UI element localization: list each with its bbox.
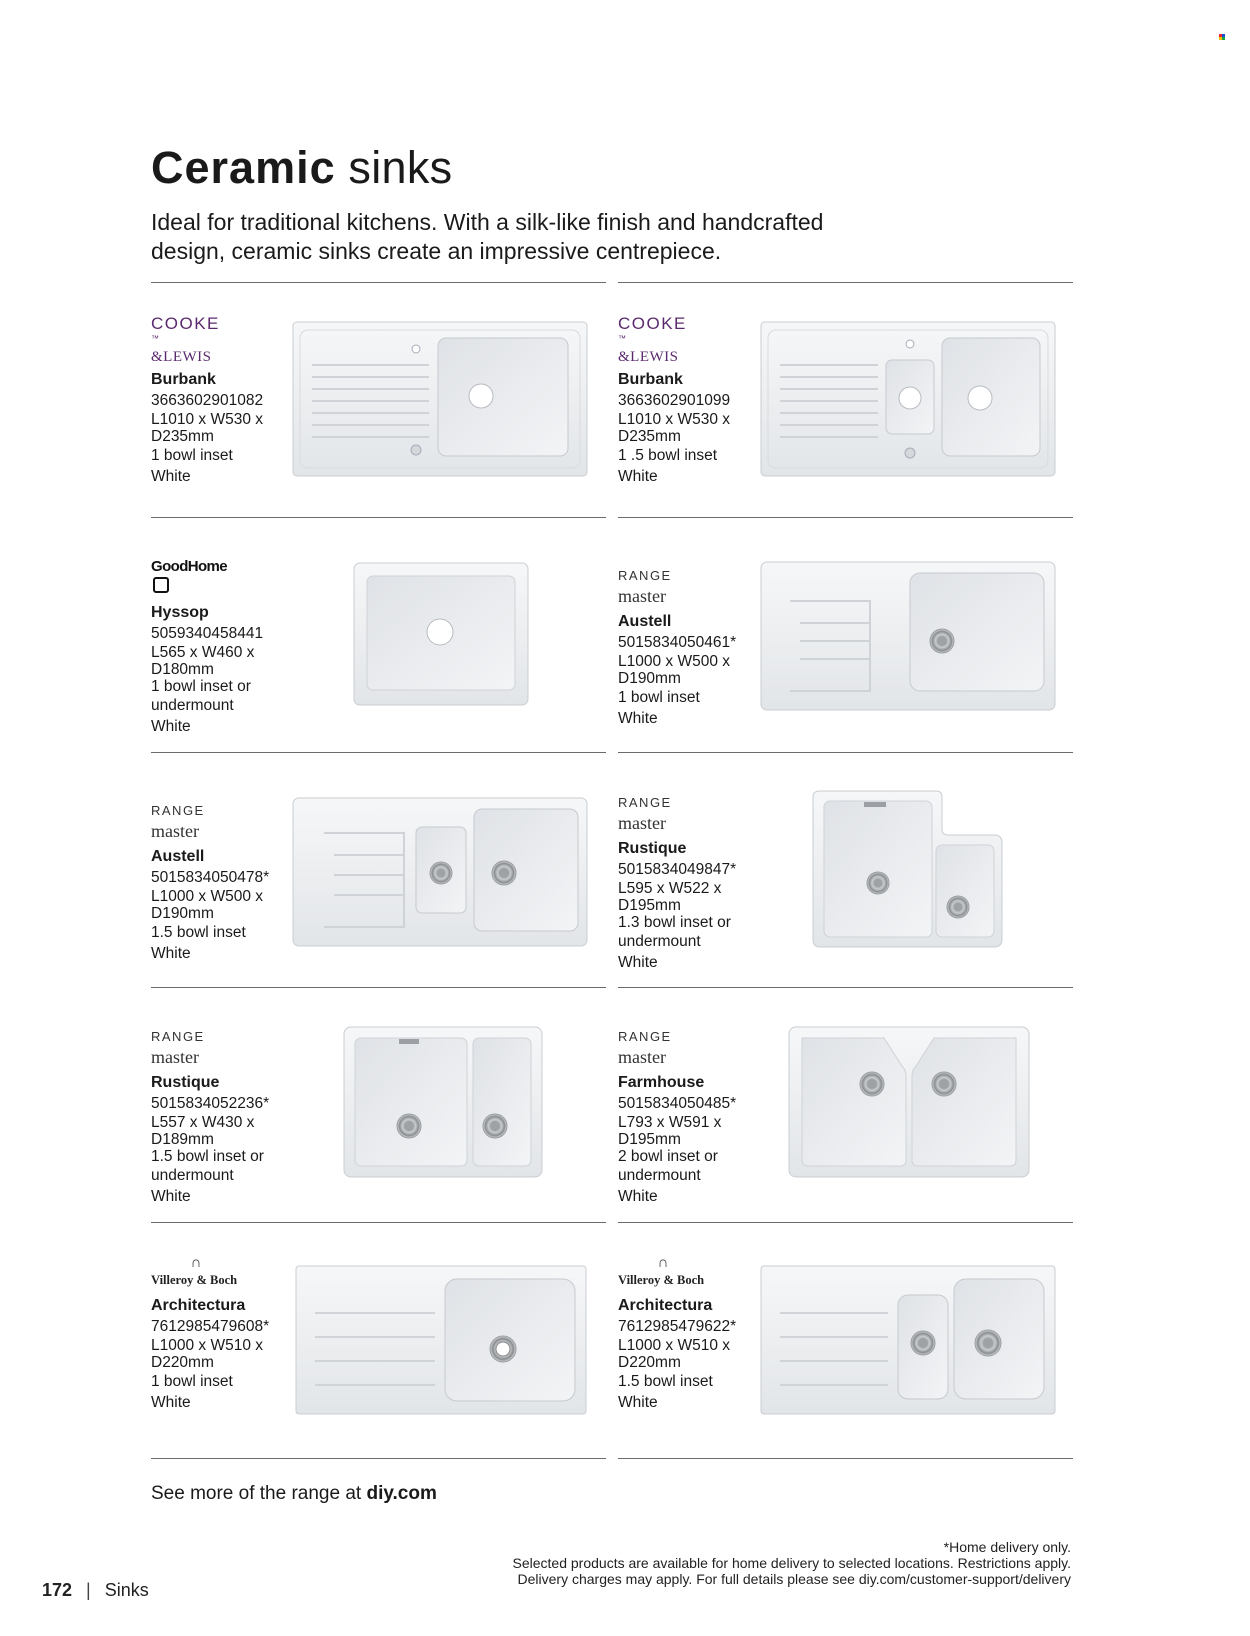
product-colour: White [151,945,191,962]
product-colour: White [151,467,191,485]
product-code: 5015834050485* [618,1095,737,1112]
product-code: 5015834052236* [151,1095,270,1112]
product-info [151,1026,301,1207]
product-dimensions: L557 x W430 x [151,1114,255,1131]
product-name: Rustique [618,840,687,857]
product-code: 5059340458441 [151,625,264,642]
sink-image [812,789,1004,949]
product-name: Architectura [618,1297,713,1314]
product-depth: D220mm [618,1354,681,1371]
product-code: 7612985479622* [618,1318,737,1335]
product-info [151,316,301,487]
brand-logo-rangemaster: RANGE master [151,1029,205,1067]
page-footer [42,1580,149,1601]
footnote-delivery-charges: Delivery charges may apply. For full details please see diy.com/customer-support/delivery [517,1571,1071,1587]
product-depth: D195mm [618,1131,681,1148]
print-registration-mark [1219,34,1226,41]
product-code: 5015834050478* [151,869,270,886]
sink-image [292,797,588,947]
product-type: 1.5 bowl inset [151,924,246,941]
product-colour: White [618,467,658,485]
sink-image [760,1265,1056,1415]
product-colour: White [618,1394,658,1411]
product-name: Austell [151,848,205,865]
product-code: 3663602901082 [151,391,264,409]
brand-logo-villeroy-boch: ∩ Villeroy & Boch [151,1256,301,1291]
product-type: 1.5 bowl inset [618,1373,713,1390]
product-dimensions: L1000 x W510 x [618,1337,731,1354]
product-dimensions: L565 x W460 x [151,644,255,661]
product-code: 5015834049847* [618,861,737,878]
product-type: 1.3 bowl inset or [618,914,731,931]
section-name: Sinks [104,1580,149,1600]
product-type-2: undermount [618,933,701,950]
brand-logo-rangemaster: RANGE master [151,803,205,841]
villeroy-boch-emblem-icon: ∩ [190,1255,202,1271]
house-icon [153,577,169,593]
product-type: 1.5 bowl inset or [151,1148,264,1165]
product-type: 1 bowl inset [151,1373,233,1390]
product-type: 1 bowl inset or [151,678,251,695]
see-more-text: See more of the range at diy.com [151,1483,437,1504]
sink-image [760,320,1056,478]
sink-image [353,562,529,706]
product-dimensions: L1000 x W510 x [151,1337,264,1354]
product-dimensions: L1000 x W500 x [151,888,264,905]
product-info [618,565,768,729]
sink-image [295,1265,587,1415]
villeroy-boch-emblem-icon: ∩ [657,1255,669,1271]
sink-image [788,1026,1030,1178]
brand-logo-rangemaster: RANGE master [618,1029,672,1067]
intro-text: Ideal for traditional kitchens. With a silk-like finish and handcrafted design, ceramic sinks create an impressive centrepiece. [151,209,824,264]
product-colour: White [151,718,191,735]
product-name: Austell [618,613,672,630]
product-depth: D180mm [151,661,214,678]
page-number: 172 [42,1580,73,1600]
product-dimensions: L793 x W591 x [618,1114,722,1131]
product-colour: White [618,954,658,971]
product-depth: D235mm [618,427,681,445]
product-info [618,1026,768,1207]
diy-link[interactable]: diy.com [366,1483,437,1504]
brand-logo-cooke-lewis: COOKE ™ &LEWIS [618,314,687,365]
product-type: 1 .5 bowl inset [618,446,718,464]
sink-image [292,320,588,478]
brand-logo-villeroy-boch: ∩ Villeroy & Boch [618,1256,768,1291]
divider [151,282,606,283]
brand-logo-rangemaster: RANGE master [618,568,672,606]
page-title: Ceramic sinks [151,142,453,193]
product-type: 1 bowl inset [618,689,700,706]
product-depth: D235mm [151,427,214,445]
footnote-home-delivery: *Home delivery only. [943,1539,1071,1555]
product-dimensions: L1010 x W530 x [151,410,264,428]
product-depth: D190mm [151,905,214,922]
product-dimensions: L595 x W522 x [618,880,722,897]
product-type: 1 bowl inset [151,446,233,464]
sink-image [760,561,1056,711]
footer-separator: | [86,1580,91,1600]
brand-logo-rangemaster: RANGE master [618,795,672,833]
product-name: Burbank [151,370,216,388]
product-info [151,1256,301,1413]
product-type-2: undermount [618,1167,701,1184]
sink-image [343,1026,543,1178]
product-type-2: undermount [151,697,234,714]
product-info [151,800,301,964]
brand-logo-cooke-lewis: COOKE ™ &LEWIS [151,314,220,365]
product-code: 7612985479608* [151,1318,270,1335]
product-name: Farmhouse [618,1074,705,1091]
product-colour: White [618,710,658,727]
product-name: Rustique [151,1074,220,1091]
product-depth: D189mm [151,1131,214,1148]
brand-logo-goodhome: GoodHome [151,556,301,598]
footnote-availability: Selected products are available for home delivery to selected locations. Restrictions apply. [512,1555,1071,1571]
product-colour: White [618,1188,658,1205]
product-type: 2 bowl inset or [618,1148,718,1165]
product-name: Architectura [151,1297,246,1314]
product-code: 3663602901099 [618,391,731,409]
divider [618,282,1073,283]
product-dimensions: L1000 x W500 x [618,653,731,670]
product-depth: D220mm [151,1354,214,1371]
product-type-2: undermount [151,1167,234,1184]
product-depth: D195mm [618,897,681,914]
product-code: 5015834050461* [618,634,737,651]
product-depth: D190mm [618,670,681,687]
product-info [618,792,768,973]
product-name: Hyssop [151,604,209,621]
product-colour: White [151,1188,191,1205]
footnotes [513,1539,1071,1587]
product-dimensions: L1010 x W530 x [618,410,731,428]
product-info [618,316,768,487]
product-info [151,556,301,737]
product-colour: White [151,1394,191,1411]
product-name: Burbank [618,370,683,388]
product-info [618,1256,768,1413]
